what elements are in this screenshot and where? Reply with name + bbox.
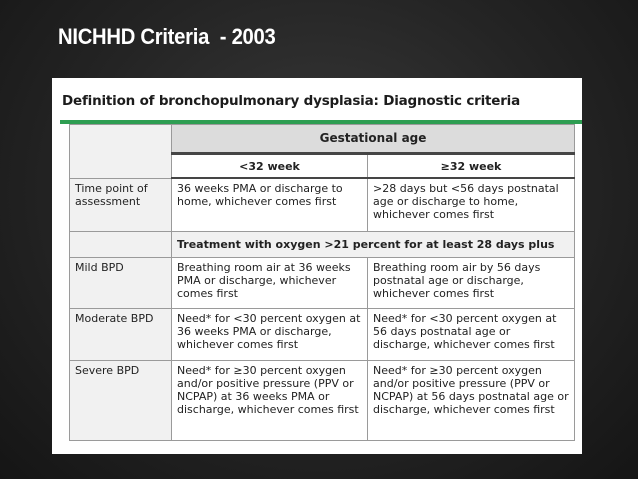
table-cell: Need* for <30 percent oxygen at 36 weeks PMA or discharge, whichever comes first bbox=[172, 308, 368, 360]
row-label: Moderate BPD bbox=[70, 308, 172, 360]
table-row bbox=[70, 360, 575, 440]
group-header-row bbox=[70, 125, 575, 154]
column-header-under-32: <32 week bbox=[172, 154, 368, 179]
table-cell: 36 weeks PMA or discharge to home, whichever comes first bbox=[172, 178, 368, 231]
table-row bbox=[70, 308, 575, 360]
table-cell: Breathing room air at 36 weeks PMA or discharge, whichever comes first bbox=[172, 257, 368, 308]
criteria-panel bbox=[52, 78, 582, 454]
table-cell: Need* for ≥30 percent oxygen and/or positive pressure (PPV or NCPAP) at 36 weeks PMA or discharge, whichever comes first bbox=[172, 360, 368, 440]
corner-cell bbox=[70, 125, 172, 179]
column-header-32-plus: ≥32 week bbox=[368, 154, 575, 179]
table-cell: Need* for ≥30 percent oxygen and/or positive pressure (PPV or NCPAP) at 56 days postnatal age or discharge, whichever comes first bbox=[368, 360, 575, 440]
table-cell: Breathing room air by 56 days postnatal age or discharge, whichever comes first bbox=[368, 257, 575, 308]
table-caption: Definition of bronchopulmonary dysplasia: Diagnostic criteria bbox=[62, 93, 521, 109]
criteria-table bbox=[69, 124, 575, 441]
row-label: Mild BPD bbox=[70, 257, 172, 308]
table-row bbox=[70, 231, 575, 257]
row-label: Severe BPD bbox=[70, 360, 172, 440]
table-row bbox=[70, 257, 575, 308]
gestational-age-header: Gestational age bbox=[172, 125, 575, 154]
table-cell: >28 days but <56 days postnatal age or discharge to home, whichever comes first bbox=[368, 178, 575, 231]
oxygen-treatment-note: Treatment with oxygen >21 percent for at least 28 days plus bbox=[172, 231, 575, 257]
table-row bbox=[70, 178, 575, 231]
slide-title: NICHHD Criteria - 2003 bbox=[58, 24, 276, 49]
table-cell: Need* for <30 percent oxygen at 56 days postnatal age or discharge, whichever comes first bbox=[368, 308, 575, 360]
row-label: Time point of assessment bbox=[70, 178, 172, 231]
row-label bbox=[70, 231, 172, 257]
